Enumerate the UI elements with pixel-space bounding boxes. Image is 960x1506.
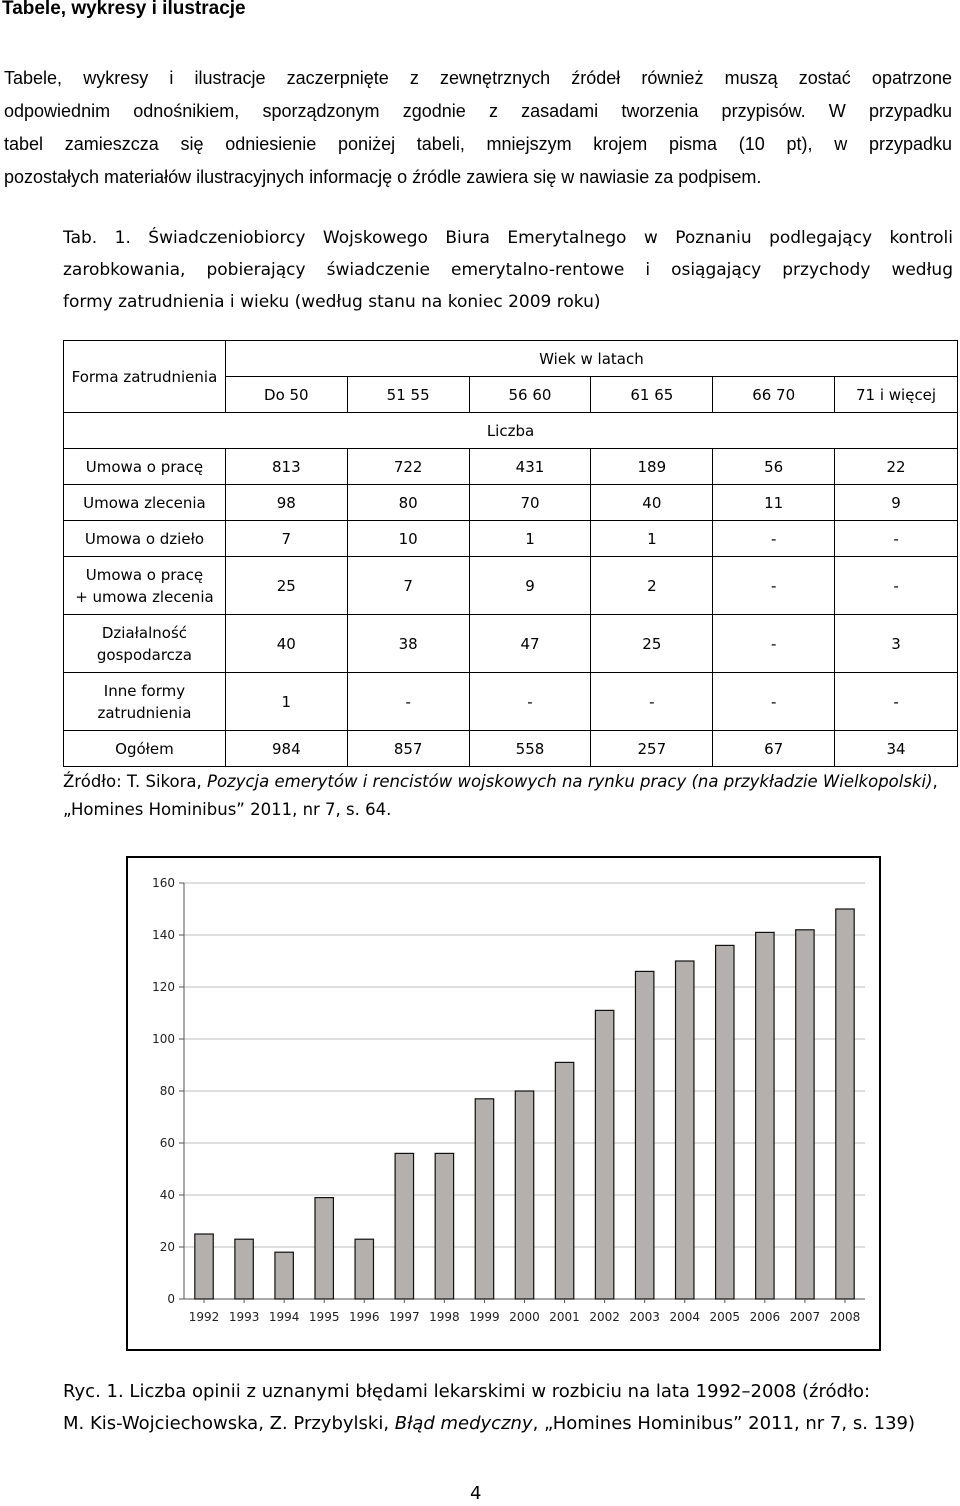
unit-row: Liczba bbox=[64, 413, 958, 449]
row-label-line: Umowa o pracę bbox=[85, 457, 204, 476]
y-tick-label: 60 bbox=[159, 1136, 175, 1150]
y-tick-label: 0 bbox=[167, 1292, 175, 1306]
source-prefix: Źródło: T. Sikora, bbox=[63, 772, 207, 791]
table-cell: 558 bbox=[469, 731, 591, 767]
table-cell: 40 bbox=[591, 485, 713, 521]
row-label bbox=[64, 449, 226, 485]
age-group-header: Wiek w latach bbox=[225, 341, 957, 377]
table-cell: 25 bbox=[591, 615, 713, 673]
table-source bbox=[63, 768, 943, 824]
table-cell: 3 bbox=[835, 615, 958, 673]
table-cell: 34 bbox=[835, 731, 958, 767]
row-label-line: Umowa o pracę bbox=[85, 565, 204, 584]
table-row bbox=[64, 557, 958, 615]
age-column-header: 61 65 bbox=[591, 377, 713, 413]
row-label bbox=[64, 521, 226, 557]
table-cell: 813 bbox=[225, 449, 347, 485]
table-cell: 9 bbox=[469, 557, 591, 615]
row-label-line: Ogółem bbox=[115, 739, 174, 758]
bar bbox=[435, 1153, 453, 1299]
table-row bbox=[64, 485, 958, 521]
bar bbox=[235, 1239, 253, 1299]
x-tick-label: 2001 bbox=[549, 1310, 580, 1324]
table-cell: 722 bbox=[347, 449, 469, 485]
caption-line: Tab. 1. Świadczeniobiorcy Wojskowego Biura Emerytalnego w Poznaniu podlegający kontroli bbox=[63, 228, 953, 248]
age-column-header: 56 60 bbox=[469, 377, 591, 413]
page-number: 4 bbox=[470, 1483, 482, 1504]
x-tick-label: 1996 bbox=[348, 1310, 380, 1324]
table-cell: 431 bbox=[469, 449, 591, 485]
row-label bbox=[64, 731, 226, 767]
bar bbox=[635, 971, 653, 1299]
bar bbox=[676, 961, 694, 1299]
figure-caption bbox=[63, 1376, 953, 1440]
figure-caption-line: Ryc. 1. Liczba opinii z uznanymi błędami lekarskimi w rozbiciu na lata 1992–2008 (źródło: bbox=[63, 1381, 871, 1402]
y-tick-label: 120 bbox=[152, 980, 175, 994]
bar bbox=[595, 1010, 613, 1299]
x-tick-label: 2003 bbox=[629, 1310, 660, 1324]
x-tick-label: 2008 bbox=[829, 1310, 861, 1324]
table-cell: - bbox=[713, 615, 835, 673]
x-tick-label: 1994 bbox=[268, 1310, 300, 1324]
table-cell: - bbox=[835, 521, 958, 557]
y-tick-label: 100 bbox=[152, 1032, 175, 1046]
table-cell: 7 bbox=[225, 521, 347, 557]
table-cell: 98 bbox=[225, 485, 347, 521]
intro-line: pozostałych materiałów ilustracyjnych informację o źródle zawiera się w nawiasie za podpisem. bbox=[4, 167, 762, 187]
table-cell: 56 bbox=[713, 449, 835, 485]
age-column-header: Do 50 bbox=[225, 377, 347, 413]
bar bbox=[315, 1198, 333, 1299]
y-tick-label: 40 bbox=[159, 1188, 175, 1202]
bar bbox=[275, 1252, 293, 1299]
table-cell: 70 bbox=[469, 485, 591, 521]
bar bbox=[395, 1153, 413, 1299]
table-cell: - bbox=[713, 521, 835, 557]
x-tick-label: 2000 bbox=[509, 1310, 540, 1324]
y-tick-label: 160 bbox=[152, 876, 175, 890]
age-column-header: 66 70 bbox=[713, 377, 835, 413]
row-label-line: zatrudnienia bbox=[97, 703, 192, 722]
row-label-line: + umowa zlecenia bbox=[75, 587, 214, 606]
y-tick-label: 140 bbox=[152, 928, 175, 942]
age-column-header: 51 55 bbox=[347, 377, 469, 413]
table-cell: - bbox=[835, 673, 958, 731]
x-tick-label: 1997 bbox=[389, 1310, 420, 1324]
table-cell: 22 bbox=[835, 449, 958, 485]
bar bbox=[836, 909, 854, 1299]
table-cell: 67 bbox=[713, 731, 835, 767]
table-cell: - bbox=[713, 673, 835, 731]
bar bbox=[515, 1091, 533, 1299]
row-label-line: Umowa zlecenia bbox=[83, 493, 206, 512]
caption-line: formy zatrudnienia i wieku (według stanu na koniec 2009 roku) bbox=[63, 292, 601, 312]
bar-chart bbox=[126, 856, 881, 1351]
table-cell: 984 bbox=[225, 731, 347, 767]
table-cell: 11 bbox=[713, 485, 835, 521]
table-cell: 38 bbox=[347, 615, 469, 673]
x-tick-label: 1992 bbox=[188, 1310, 220, 1324]
table-cell: - bbox=[591, 673, 713, 731]
figure-caption-prefix: M. Kis-Wojciechowska, Z. Przybylski, bbox=[63, 1413, 395, 1434]
x-tick-label: 2007 bbox=[789, 1310, 821, 1324]
age-column-header: 71 i więcej bbox=[835, 377, 958, 413]
caption-line: zarobkowania, pobierający świadczenie emerytalno-rentowe i osiągający przychody według bbox=[63, 260, 953, 280]
figure-caption-line bbox=[63, 1408, 953, 1440]
x-tick-label: 1995 bbox=[308, 1310, 340, 1324]
bar bbox=[716, 945, 734, 1299]
bar bbox=[555, 1062, 573, 1299]
intro-paragraph bbox=[4, 62, 952, 194]
bar bbox=[796, 930, 814, 1299]
table-cell: - bbox=[713, 557, 835, 615]
x-tick-label: 2002 bbox=[589, 1310, 620, 1324]
table-cell: 9 bbox=[835, 485, 958, 521]
x-tick-label: 1999 bbox=[469, 1310, 500, 1324]
table-cell: 257 bbox=[591, 731, 713, 767]
bar-chart-svg bbox=[128, 858, 879, 1349]
y-tick-label: 20 bbox=[159, 1240, 175, 1254]
table-cell: 189 bbox=[591, 449, 713, 485]
table-cell: - bbox=[469, 673, 591, 731]
row-label-line: Umowa o dzieło bbox=[84, 529, 205, 548]
row-label bbox=[64, 615, 226, 673]
row-header-title: Forma zatrudnienia bbox=[64, 341, 226, 413]
x-tick-label: 1993 bbox=[228, 1310, 260, 1324]
table-row bbox=[64, 673, 958, 731]
employment-table bbox=[63, 340, 958, 767]
table-row bbox=[64, 731, 958, 767]
table-row bbox=[64, 615, 958, 673]
x-tick-label: 1998 bbox=[429, 1310, 460, 1324]
bar bbox=[195, 1234, 213, 1299]
table-cell: 25 bbox=[225, 557, 347, 615]
intro-line: Tabele, wykresy i ilustracje zaczerpnięte z zewnętrznych źródeł również muszą zostać opatrzone bbox=[4, 68, 952, 88]
table-row bbox=[64, 449, 958, 485]
intro-line: tabel zamieszcza się odniesienie poniżej tabeli, mniejszym krojem pisma (10 pt), w przypadku bbox=[4, 134, 952, 154]
bar bbox=[355, 1239, 373, 1299]
bar bbox=[756, 932, 774, 1299]
x-tick-label: 2004 bbox=[669, 1310, 701, 1324]
table-cell: 1 bbox=[591, 521, 713, 557]
row-label-line: Inne formy bbox=[103, 681, 186, 700]
intro-line: odpowiednim odnośnikiem, sporządzonym zgodnie z zasadami tworzenia przypisów. W przypadku bbox=[4, 101, 952, 121]
table-cell: 1 bbox=[225, 673, 347, 731]
figure-caption-suffix: , „Homines Hominibus” 2011, nr 7, s. 139) bbox=[532, 1413, 916, 1434]
table-caption bbox=[63, 222, 953, 318]
row-label bbox=[64, 557, 226, 615]
row-label bbox=[64, 673, 226, 731]
table-cell: - bbox=[835, 557, 958, 615]
table-cell: 1 bbox=[469, 521, 591, 557]
table-row bbox=[64, 521, 958, 557]
table-cell: 10 bbox=[347, 521, 469, 557]
table-cell: 47 bbox=[469, 615, 591, 673]
figure-caption-title: Błąd medyczny bbox=[394, 1413, 533, 1434]
bar bbox=[475, 1099, 493, 1299]
source-title: Pozycja emerytów i rencistów wojskowych na rynku pracy (na przykładzie Wielkopolski) bbox=[207, 772, 933, 791]
table-cell: 40 bbox=[225, 615, 347, 673]
x-tick-label: 2005 bbox=[709, 1310, 741, 1324]
row-label-line: Działalność bbox=[101, 623, 188, 642]
table-cell: 80 bbox=[347, 485, 469, 521]
row-label-line: gospodarcza bbox=[96, 645, 192, 664]
table-cell: 7 bbox=[347, 557, 469, 615]
section-heading: Tabele, wykresy i ilustracje bbox=[2, 0, 246, 19]
row-label bbox=[64, 485, 226, 521]
table-cell: 2 bbox=[591, 557, 713, 615]
table-cell: - bbox=[347, 673, 469, 731]
x-tick-label: 2006 bbox=[749, 1310, 781, 1324]
table-body bbox=[64, 449, 958, 767]
source-suffix: , „Homines Hominibus” 2011, nr 7, s. 64. bbox=[63, 772, 938, 819]
table-cell: 857 bbox=[347, 731, 469, 767]
y-tick-label: 80 bbox=[159, 1084, 175, 1098]
